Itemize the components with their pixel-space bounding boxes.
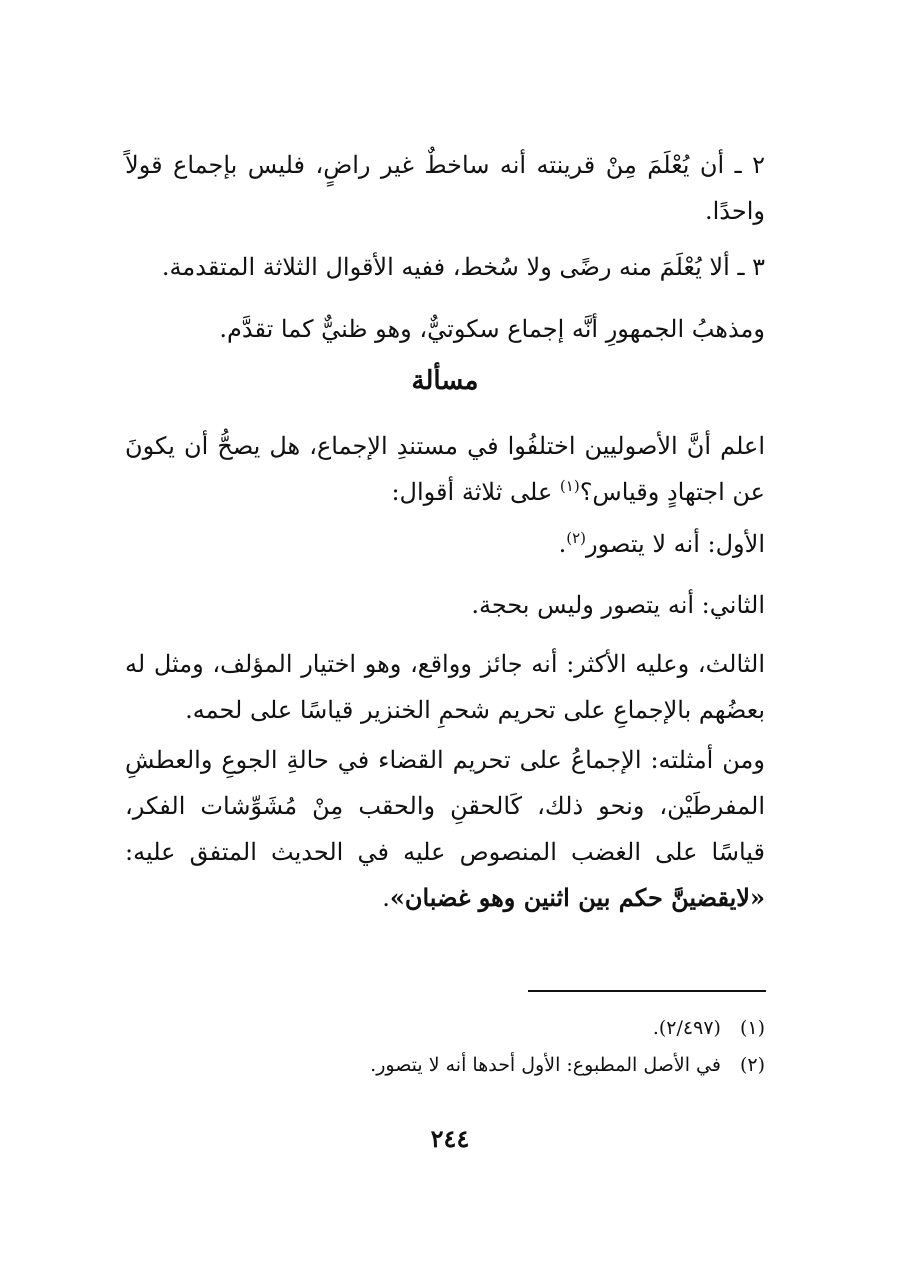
footnote-ref-2[interactable]: (٢) xyxy=(566,529,587,547)
intro-text-2: على ثلاثة أقوال: xyxy=(391,478,560,506)
item-3-number: ٣ ـ xyxy=(737,253,765,281)
footnote-2-number: (٢) xyxy=(739,1054,765,1076)
first-opinion-text: الأول: أنه لا يتصور xyxy=(586,530,765,558)
footnote-1 xyxy=(125,1013,765,1043)
madhhab-text: ومذهبُ الجمهورِ أنَّه إجماع سكوتيٌّ، وهو ظنيٌّ كما تقدَّم. xyxy=(219,315,765,343)
paragraph-first-opinion xyxy=(125,521,765,567)
intro-text-1: اعلم أنَّ الأصوليين اختلفُوا في مستندِ الإجماع، هل يصحُّ أن يكونَ عن اجتهادٍ وقياس؟ xyxy=(125,432,765,506)
item-3-text: ألا يُعْلَمَ منه رضًى ولا سُخط، ففيه الأقوال الثلاثة المتقدمة. xyxy=(161,253,730,281)
footnote-2 xyxy=(125,1050,765,1080)
footnote-separator xyxy=(528,990,766,992)
section-heading xyxy=(125,358,765,404)
footnote-2-text: في الأصل المطبوع: الأول أحدها أنه لا يتصور. xyxy=(370,1054,721,1076)
paragraph-madhhab xyxy=(125,306,765,352)
paragraph-third-opinion xyxy=(125,641,765,733)
examples-end: . xyxy=(382,884,390,912)
heading-text: مسألة xyxy=(411,366,479,396)
paragraph-intro xyxy=(125,423,765,515)
item-2-number: ٢ ـ xyxy=(734,151,765,179)
page-number: ٢٤٤ xyxy=(430,1124,470,1153)
footnote-ref-1[interactable]: (١) xyxy=(559,477,580,495)
examples-text: ومن أمثلته: الإجماعُ على تحريم القضاء في حالةِ الجوعِ والعطشِ المفرطَيْن، ونحو ذلك، كَالحقنِ والحقب مِنْ مُشَوِّشات الفكر، قياسًا على الغضب المنصوص عليه في الحديث المتفق عليه: xyxy=(125,746,765,866)
first-opinion-end: . xyxy=(558,530,567,558)
hadith-quote: «لايقضينَّ حكم بين اثنين وهو غضبان» xyxy=(389,883,765,912)
footnote-1-number: (١) xyxy=(739,1017,765,1039)
item-2-text: أن يُعْلَمَ مِنْ قرينته أنه ساخطٌ غير راضٍ، فليس بإجماع قولاً واحدًا. xyxy=(125,151,765,225)
third-opinion-text: الثالث، وعليه الأكثر: أنه جائز وواقع، وهو اختيار المؤلف، ومثل له بعضُهم بالإجماعِ على تحريم شحمِ الخنزير قياسًا على لحمه. xyxy=(125,650,765,724)
footnote-1-text: (٢/٤٩٧). xyxy=(652,1017,721,1039)
paragraph-second-opinion xyxy=(125,582,765,628)
paragraph-item-3 xyxy=(125,244,765,290)
paragraph-examples xyxy=(125,737,765,921)
second-opinion-text: الثاني: أنه يتصور وليس بحجة. xyxy=(471,591,765,619)
paragraph-item-2 xyxy=(125,142,765,234)
